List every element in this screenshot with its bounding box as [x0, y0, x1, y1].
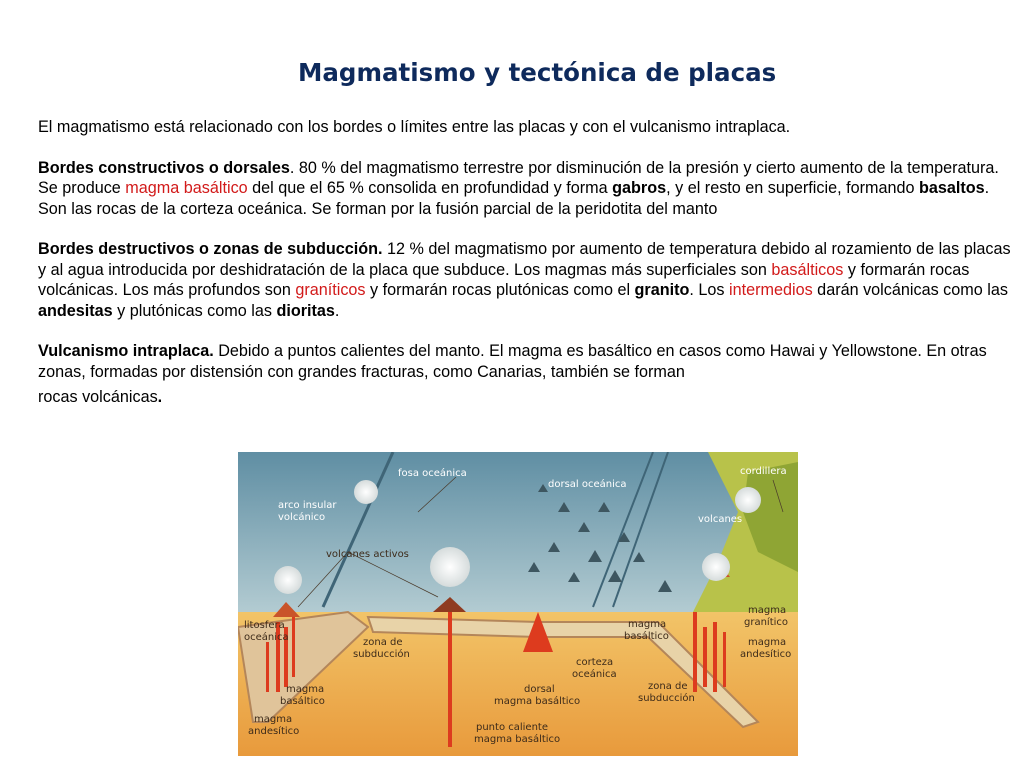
steam-cloud — [430, 547, 470, 587]
label-arco: arco insular — [278, 500, 337, 511]
body-text — [38, 117, 1013, 433]
label-magma-andesitico-right-2: andesítico — [740, 649, 792, 660]
bold-term: granito — [634, 281, 690, 300]
label-punto-caliente-2: magma basáltico — [474, 734, 561, 745]
label-cordillera: cordillera — [740, 466, 787, 477]
label-zona-subduccion-right-2: subducción — [638, 693, 695, 704]
highlight-term: intermedios — [729, 281, 813, 300]
label-dorsal-magma: magma basáltico — [494, 696, 581, 707]
label-litosfera-2: oceánica — [244, 632, 289, 643]
label-corteza-2: oceánica — [572, 669, 617, 680]
label-dorsal-oceanica: dorsal oceánica — [548, 479, 627, 490]
text-span: . 80 % del magmatismo terrestre por disminución de la presión y cierto aumento de la temperatura. Se produce — [38, 158, 999, 198]
label-magma-andesitico-2: andesítico — [248, 726, 300, 737]
steam-cloud — [735, 487, 761, 513]
intraplaca-paragraph — [38, 341, 1013, 412]
label-magma-granitico-2: granítico — [744, 617, 789, 628]
tectonics-diagram — [238, 452, 798, 756]
label-magma-basaltico: magma — [286, 684, 325, 695]
highlight-term: graníticos — [295, 281, 366, 300]
text-span: darán volcánicas como las — [812, 281, 1008, 300]
text-span: , y el resto en superficie, formando — [666, 179, 919, 198]
bold-term: . — [157, 388, 163, 407]
highlight-term: magma basáltico — [125, 179, 248, 198]
intraplaca-heading: Vulcanismo intraplaca. — [38, 342, 214, 361]
text-span: Debido a puntos calientes del manto. El magma es basáltico en casos como Hawai y Yellowstone. En otras zonas, formadas por distensión con grandes fracturas, como Canarias, también se forman — [38, 342, 987, 381]
label-zona-subduccion-2: subducción — [353, 649, 410, 660]
text-span: rocas volcánicas — [38, 388, 158, 407]
label-magma-basaltico-right-2: basáltico — [624, 631, 669, 642]
steam-cloud — [274, 566, 302, 594]
label-punto-caliente: punto caliente — [476, 722, 548, 733]
label-zona-subduccion-right: zona de — [648, 681, 688, 692]
bold-term: basaltos — [918, 179, 985, 198]
label-magma-andesitico: magma — [254, 714, 293, 725]
text-span: y formarán rocas volcánicas. Los más profundos son — [38, 260, 970, 300]
label-dorsal: dorsal — [524, 684, 555, 695]
text-span: del que el 65 % consolida en profundidad y forma — [247, 179, 613, 198]
bold-term: dioritas — [276, 301, 335, 320]
label-volcanes: volcanes — [698, 514, 743, 525]
label-magma-granitico: magma — [748, 605, 787, 616]
highlight-term: basálticos — [771, 260, 844, 279]
steam-cloud — [354, 480, 378, 504]
bold-term: andesitas — [38, 301, 113, 320]
label-magma-basaltico-2: basáltico — [280, 696, 325, 707]
text-span: 12 % del magmatismo por aumento de temperatura debido al rozamiento de las placas y al agua introducida por deshidratación de la placa que subduce. Los magmas más superficiales son — [38, 240, 1011, 279]
text-span: . — [334, 301, 340, 320]
label-volcanes-activos: volcanes activos — [326, 549, 409, 560]
label-magma-basaltico-right: magma — [628, 619, 667, 630]
label-magma-andesitico-right: magma — [748, 637, 787, 648]
label-litosfera: litosfera — [244, 620, 285, 631]
page-title: Magmatismo y tectónica de placas — [298, 58, 777, 87]
destructivos-paragraph — [38, 239, 1013, 321]
label-zona-subduccion: zona de — [363, 637, 403, 648]
bold-term: gabros — [612, 179, 667, 198]
text-span: y formarán rocas plutónicas como el — [365, 281, 635, 300]
text-span: . Los — [689, 281, 729, 300]
intro-paragraph: El magmatismo está relacionado con los bordes o límites entre las placas y con el vulcanismo intraplaca. — [38, 118, 791, 136]
label-fosa: fosa oceánica — [398, 468, 467, 479]
constructivos-heading: Bordes constructivos o dorsales — [38, 158, 290, 177]
label-arco-2: volcánico — [278, 512, 326, 523]
destructivos-heading: Bordes destructivos o zonas de subducción. — [38, 240, 383, 259]
text-span: . Son las rocas de la corteza oceánica. Se forman por la fusión parcial de la peridotita del manto — [38, 179, 990, 218]
tectonics-illustration — [238, 452, 798, 756]
text-span: y plutónicas como las — [112, 301, 277, 320]
constructivos-paragraph — [38, 158, 1013, 219]
label-corteza: corteza — [576, 657, 614, 668]
steam-cloud — [702, 553, 730, 581]
